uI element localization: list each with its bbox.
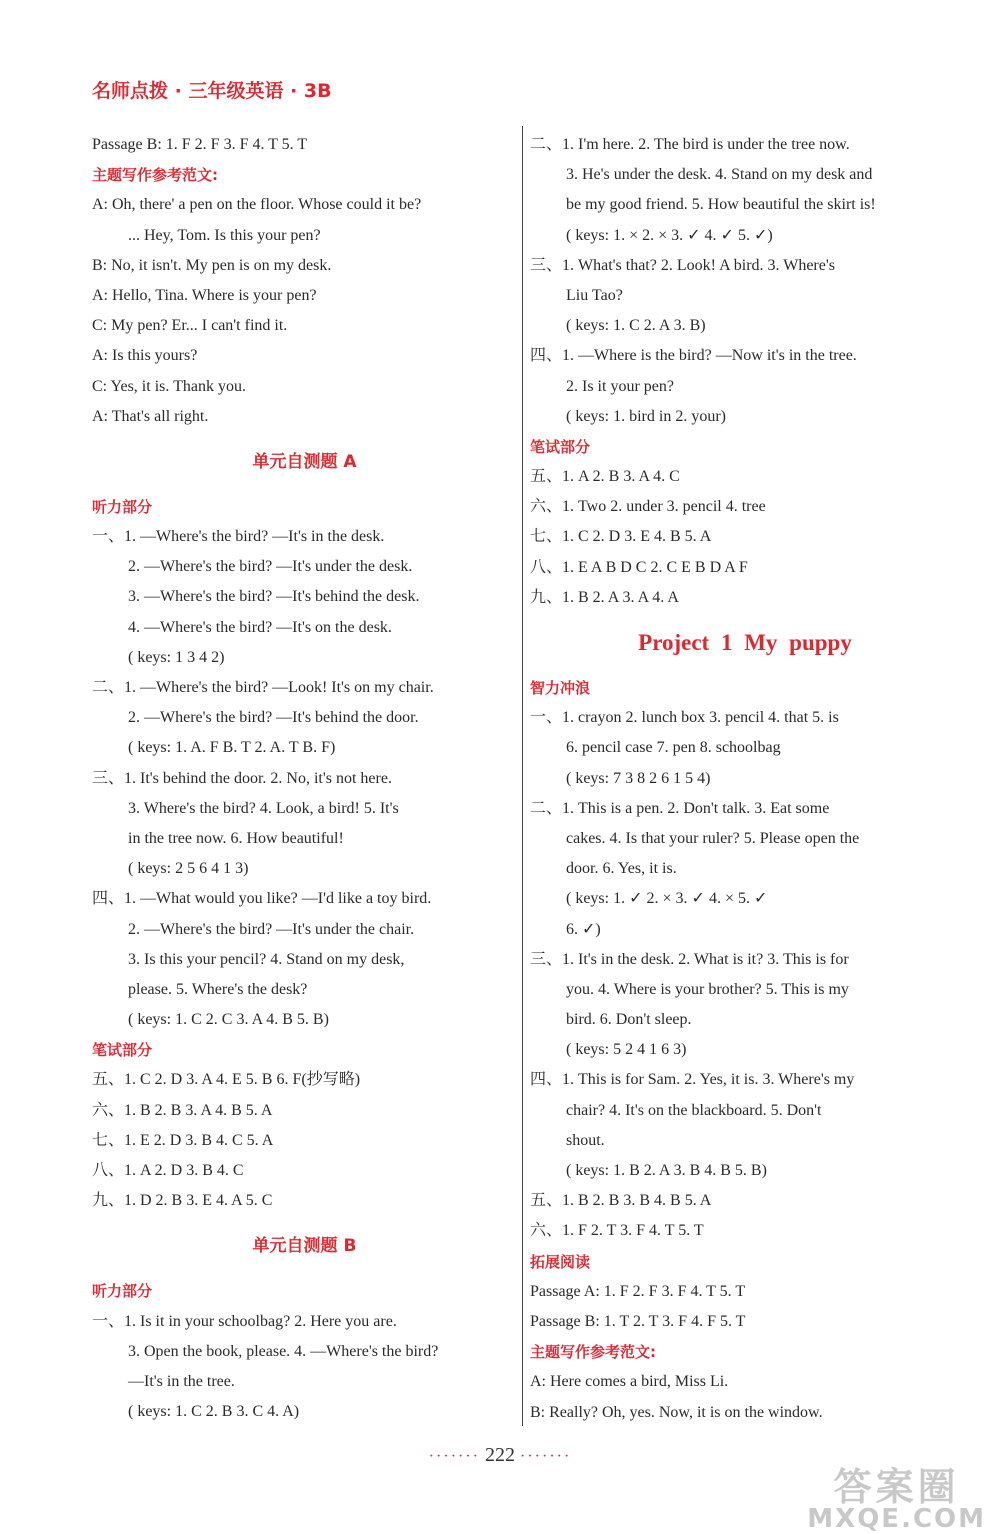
answer-line: 九、1. D 2. B 3. E 4. A 5. C (92, 1192, 273, 1210)
answer-line: 六、1. F 2. T 3. F 4. T 5. T (530, 1222, 704, 1240)
keys-line: ( keys: 1. C 2. C 3. A 4. B 5. B) (128, 1011, 329, 1029)
answer-line: 三、1. What's that? 2. Look! A bird. 3. Where's (530, 256, 835, 274)
watermark-logo (807, 1465, 986, 1534)
answer-line: Passage B: 1. F 2. F 3. F 4. T 5. T (92, 136, 308, 153)
answer-line: 八、1. A 2. D 3. B 4. C (92, 1162, 244, 1179)
answer-line: 3. Open the book, please. 4. —Where's the bird? (128, 1342, 439, 1360)
keys-line: ( keys: 1. A. F B. T 2. A. T B. F) (128, 739, 336, 757)
keys-line: ( keys: 1. bird in 2. your) (566, 407, 726, 425)
keys-line: 6. ✓) (566, 920, 601, 938)
answer-line: 3. Is this your pencil? 4. Stand on my desk, (128, 950, 405, 968)
page-number: 222 (485, 1444, 515, 1466)
answer-line: be my good friend. 5. How beautiful the skirt is! (566, 196, 876, 214)
unit-test-a-heading: 单元自测题 A (252, 451, 357, 472)
essay-line: A: Is this yours? (92, 347, 198, 365)
keys-line: ( keys: 1. C 2. B 3. C 4. A) (128, 1403, 300, 1421)
project-heading: Project 1 My puppy (638, 630, 852, 655)
column-divider (522, 126, 523, 1426)
answer-line: 二、1. I'm here. 2. The bird is under the tree now. (530, 136, 850, 153)
answer-line: 五、1. A 2. B 3. A 4. C (530, 468, 680, 486)
answer-line: 二、1. This is a pen. 2. Don't talk. 3. Eat some (530, 799, 830, 817)
answer-line: 四、1. —Where is the bird? —Now it's in the tree. (530, 347, 857, 365)
section-heading: 听力部分 (92, 497, 153, 516)
section-heading: 笔试部分 (92, 1041, 153, 1060)
answer-line: shout. (566, 1131, 605, 1149)
answer-line: 2. —Where's the bird? —It's under the chair. (128, 920, 415, 938)
left-column (92, 130, 517, 1427)
unit-test-b-heading: 单元自测题 B (252, 1236, 357, 1257)
keys-line: ( keys: 2 5 6 4 1 3) (128, 860, 249, 878)
answer-line: 一、1. crayon 2. lunch box 3. pencil 4. that 5. is (530, 709, 839, 727)
page-footer (0, 1444, 1000, 1467)
answer-line: 3. Where's the bird? 4. Look, a bird! 5. It's (128, 799, 399, 817)
keys-line: ( keys: 1 3 4 2) (128, 648, 225, 666)
answer-line: 九、1. B 2. A 3. A 4. A (530, 588, 679, 606)
answer-line: 6. pencil case 7. pen 8. schoolbag (566, 739, 781, 757)
answer-line: 二、1. —Where's the bird? —Look! It's on my chair. (92, 679, 434, 696)
section-heading: 主题写作参考范文: (530, 1343, 656, 1362)
right-column (530, 130, 960, 1428)
section-heading: 听力部分 (92, 1282, 153, 1301)
answer-line: please. 5. Where's the desk? (128, 980, 308, 998)
answer-line: door. 6. Yes, it is. (566, 860, 677, 878)
footer-dots-left: ······· (428, 1448, 480, 1465)
keys-line: ( keys: 1. C 2. A 3. B) (566, 317, 706, 335)
essay-line: A: Hello, Tina. Where is your pen? (92, 286, 317, 304)
answer-line: cakes. 4. Is that your ruler? 5. Please open the (566, 829, 860, 847)
section-heading: 主题写作参考范文: (92, 166, 218, 185)
answer-line: 七、1. C 2. D 3. E 4. B 5. A (530, 528, 712, 546)
answer-line: 3. —Where's the bird? —It's behind the desk. (128, 588, 420, 606)
essay-line: B: No, it isn't. My pen is on my desk. (92, 256, 332, 274)
answer-line: 四、1. This is for Sam. 2. Yes, it is. 3. Where's my (530, 1071, 855, 1089)
answer-line: 三、1. It's in the desk. 2. What is it? 3. This is for (530, 950, 849, 968)
watermark-line1: 答案圈 (833, 1465, 960, 1509)
page-title: 名师点拨 · 三年级英语 · 3B (92, 80, 332, 102)
answer-line: 3. He's under the desk. 4. Stand on my desk and (566, 166, 873, 184)
keys-line: ( keys: 1. B 2. A 3. B 4. B 5. B) (566, 1162, 767, 1179)
keys-line: ( keys: 5 2 4 1 6 3) (566, 1041, 687, 1059)
section-heading: 笔试部分 (530, 437, 591, 456)
answer-line: 一、1. —Where's the bird? —It's in the desk. (92, 528, 385, 546)
essay-line: C: Yes, it is. Thank you. (92, 377, 246, 395)
answer-line: 五、1. C 2. D 3. A 4. E 5. B 6. F(抄写略) (92, 1071, 361, 1089)
answer-line: 2. Is it your pen? (566, 377, 674, 395)
answer-line: 八、1. E A B D C 2. C E B D A F (530, 558, 748, 576)
footer-dots-right: ······· (520, 1448, 572, 1465)
answer-line: 六、1. B 2. B 3. A 4. B 5. A (92, 1101, 273, 1119)
answer-line: bird. 6. Don't sleep. (566, 1011, 692, 1029)
section-heading: 拓展阅读 (530, 1252, 591, 1271)
answer-line: 四、1. —What would you like? —I'd like a toy bird. (92, 890, 432, 908)
answer-line: in the tree now. 6. How beautiful! (128, 829, 344, 847)
keys-line: ( keys: 1. ✓ 2. × 3. ✓ 4. × 5. ✓ (566, 890, 768, 908)
answer-line: 六、1. Two 2. under 3. pencil 4. tree (530, 498, 766, 516)
answer-line: 三、1. It's behind the door. 2. No, it's not here. (92, 769, 392, 787)
keys-line: ( keys: 7 3 8 2 6 1 5 4) (566, 769, 711, 787)
answer-line: chair? 4. It's on the blackboard. 5. Don't (566, 1101, 822, 1119)
essay-line: A: Here comes a bird, Miss Li. (530, 1373, 729, 1391)
answer-line: Passage A: 1. F 2. F 3. F 4. T 5. T (530, 1282, 746, 1300)
answer-line: —It's in the tree. (128, 1372, 235, 1390)
essay-line: C: My pen? Er... I can't find it. (92, 317, 288, 335)
answer-line: 4. —Where's the bird? —It's on the desk. (128, 618, 392, 636)
essay-line: B: Really? Oh, yes. Now, it is on the window. (530, 1403, 823, 1421)
answer-line: Passage B: 1. T 2. T 3. F 4. F 5. T (530, 1312, 746, 1330)
answer-line: 五、1. B 2. B 3. B 4. B 5. A (530, 1192, 712, 1210)
keys-line: ( keys: 1. × 2. × 3. ✓ 4. ✓ 5. ✓) (566, 226, 773, 244)
answer-line: 2. —Where's the bird? —It's behind the door. (128, 709, 419, 727)
watermark-line2: MXQE.COM (807, 1504, 986, 1534)
answer-line: you. 4. Where is your brother? 5. This is my (566, 980, 849, 998)
essay-line: A: That's all right. (92, 407, 209, 425)
essay-line: ... Hey, Tom. Is this your pen? (128, 226, 321, 244)
section-heading: 智力冲浪 (530, 679, 591, 697)
answer-line: Liu Tao? (566, 286, 623, 304)
essay-line: A: Oh, there' a pen on the floor. Whose could it be? (92, 196, 422, 214)
answer-line: 一、1. Is it in your schoolbag? 2. Here you are. (92, 1312, 397, 1330)
answer-line: 七、1. E 2. D 3. B 4. C 5. A (92, 1131, 274, 1149)
answer-line: 2. —Where's the bird? —It's under the desk. (128, 558, 413, 576)
